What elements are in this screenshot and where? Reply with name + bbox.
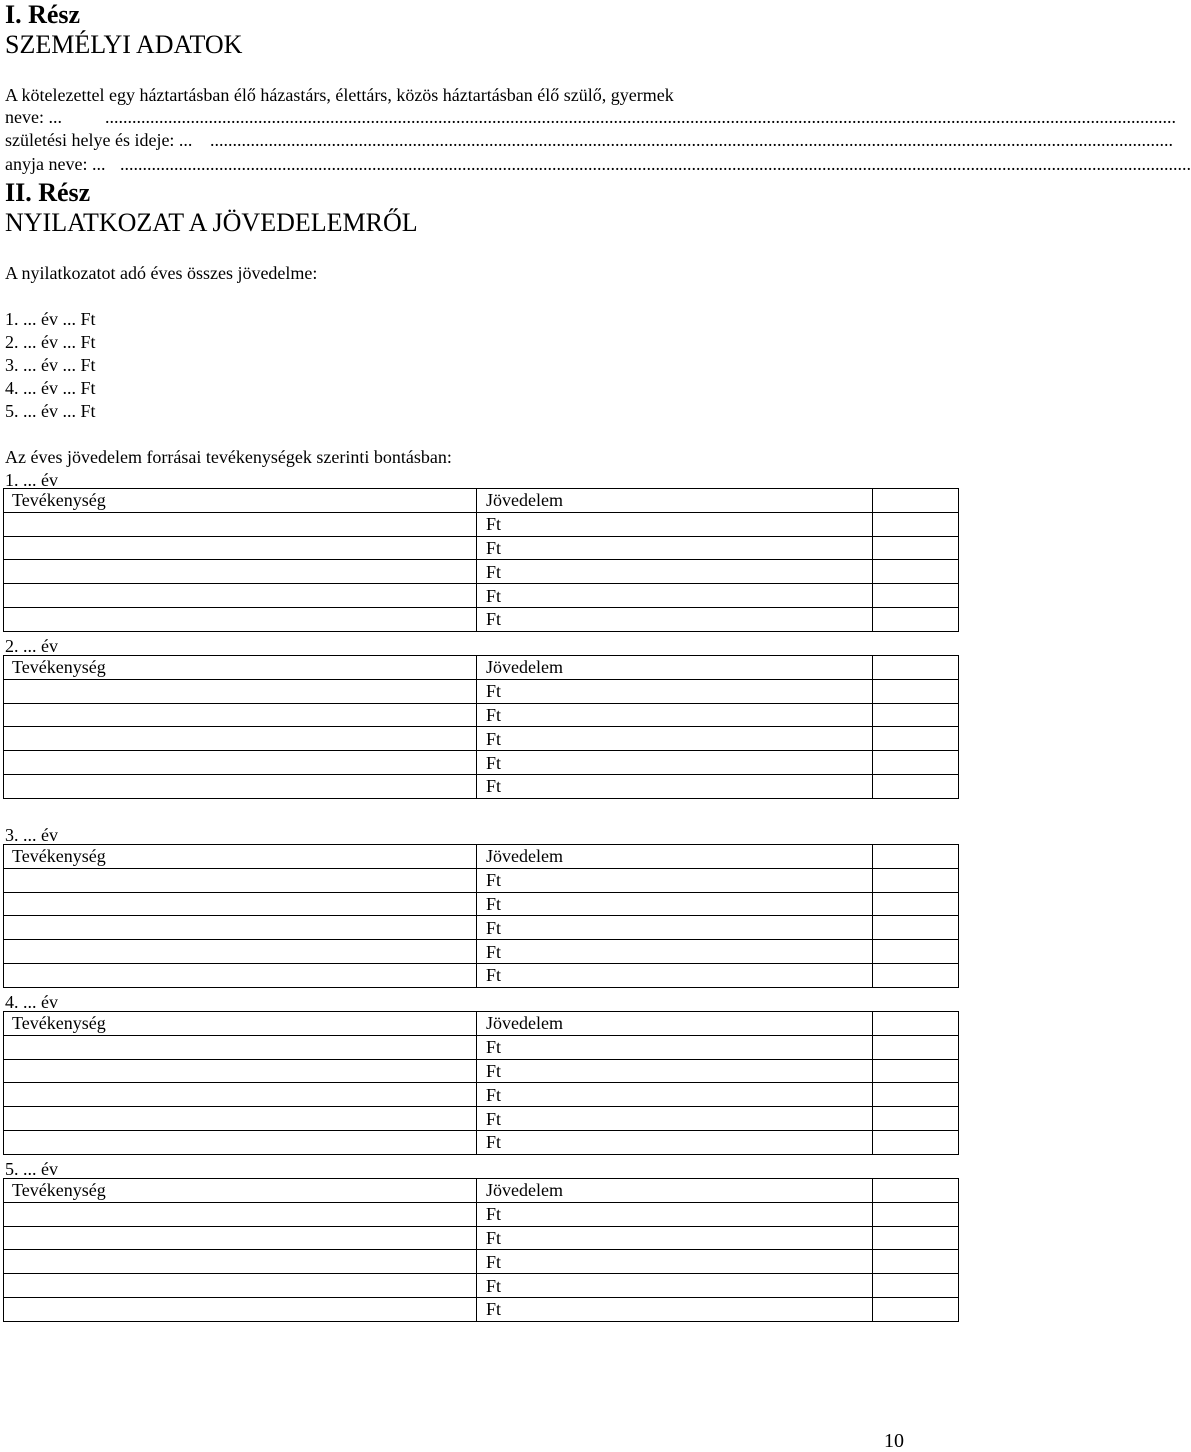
activity-cell[interactable] bbox=[4, 774, 477, 798]
income-cell[interactable]: Ft bbox=[477, 1083, 873, 1107]
activity-cell[interactable] bbox=[4, 703, 477, 727]
year-label: 3. ... év bbox=[5, 825, 58, 845]
empty-cell bbox=[873, 607, 959, 631]
empty-cell bbox=[873, 1274, 959, 1298]
empty-cell bbox=[873, 1179, 959, 1203]
table-row bbox=[4, 774, 959, 798]
activity-cell[interactable] bbox=[4, 1083, 477, 1107]
part2-heading: II. Rész bbox=[5, 178, 91, 207]
income-header: Jövedelem bbox=[477, 1012, 873, 1036]
year-label: 2. ... év bbox=[5, 636, 58, 656]
activity-cell[interactable] bbox=[4, 868, 477, 892]
page-number: 10 bbox=[884, 1430, 904, 1452]
income-cell[interactable]: Ft bbox=[477, 916, 873, 940]
empty-cell bbox=[873, 916, 959, 940]
income-line: 2. ... év ... Ft bbox=[5, 332, 96, 352]
activity-header: Tevékenység bbox=[4, 489, 477, 513]
activity-cell[interactable] bbox=[4, 584, 477, 608]
income-intro: A nyilatkozatot adó éves összes jövedelme: bbox=[5, 263, 318, 283]
activity-cell[interactable] bbox=[4, 1107, 477, 1131]
empty-cell bbox=[873, 868, 959, 892]
empty-cell bbox=[873, 1226, 959, 1250]
activity-cell[interactable] bbox=[4, 1130, 477, 1154]
income-cell[interactable]: Ft bbox=[477, 536, 873, 560]
table-row bbox=[4, 536, 959, 560]
table-header-row bbox=[4, 1179, 959, 1203]
income-cell[interactable]: Ft bbox=[477, 1226, 873, 1250]
activity-cell[interactable] bbox=[4, 1059, 477, 1083]
activity-cell[interactable] bbox=[4, 1226, 477, 1250]
table-row bbox=[4, 727, 959, 751]
table-row bbox=[4, 607, 959, 631]
empty-cell bbox=[873, 1059, 959, 1083]
income-line: 4. ... év ... Ft bbox=[5, 378, 96, 398]
income-cell[interactable]: Ft bbox=[477, 1202, 873, 1226]
activity-header: Tevékenység bbox=[4, 1012, 477, 1036]
activity-header: Tevékenység bbox=[4, 656, 477, 680]
table-row bbox=[4, 916, 959, 940]
empty-cell bbox=[873, 751, 959, 775]
table-row bbox=[4, 1226, 959, 1250]
year-label: 1. ... év bbox=[5, 470, 58, 490]
empty-cell bbox=[873, 963, 959, 987]
income-cell[interactable]: Ft bbox=[477, 940, 873, 964]
empty-cell bbox=[873, 727, 959, 751]
income-cell[interactable]: Ft bbox=[477, 727, 873, 751]
household-intro: A kötelezettel egy háztartásban élő házastárs, élettárs, közös háztartásban élő szülő, gyermek bbox=[5, 85, 674, 105]
table-row bbox=[4, 963, 959, 987]
empty-cell bbox=[873, 1035, 959, 1059]
income-cell[interactable]: Ft bbox=[477, 1250, 873, 1274]
income-cell[interactable]: Ft bbox=[477, 751, 873, 775]
activity-cell[interactable] bbox=[4, 1202, 477, 1226]
income-cell[interactable]: Ft bbox=[477, 703, 873, 727]
income-cell[interactable]: Ft bbox=[477, 1059, 873, 1083]
income-cell[interactable]: Ft bbox=[477, 892, 873, 916]
income-sources-table bbox=[3, 1011, 959, 1155]
income-sources-table bbox=[3, 844, 959, 988]
empty-cell bbox=[873, 892, 959, 916]
table-row bbox=[4, 703, 959, 727]
income-header: Jövedelem bbox=[477, 1179, 873, 1203]
empty-cell bbox=[873, 1012, 959, 1036]
year-label: 5. ... év bbox=[5, 1159, 58, 1179]
income-header: Jövedelem bbox=[477, 489, 873, 513]
income-cell[interactable]: Ft bbox=[477, 584, 873, 608]
table-row bbox=[4, 584, 959, 608]
activity-cell[interactable] bbox=[4, 1297, 477, 1321]
activity-cell[interactable] bbox=[4, 940, 477, 964]
name-label: neve: ... bbox=[5, 107, 62, 127]
mother-label: anyja neve: ... bbox=[5, 154, 106, 174]
table-row bbox=[4, 1107, 959, 1131]
income-cell[interactable]: Ft bbox=[477, 1035, 873, 1059]
income-cell[interactable]: Ft bbox=[477, 1274, 873, 1298]
income-cell[interactable]: Ft bbox=[477, 868, 873, 892]
activity-cell[interactable] bbox=[4, 727, 477, 751]
empty-cell bbox=[873, 845, 959, 869]
table-header-row bbox=[4, 1012, 959, 1036]
table-row bbox=[4, 751, 959, 775]
income-cell[interactable]: Ft bbox=[477, 774, 873, 798]
empty-cell bbox=[873, 1130, 959, 1154]
income-line: 1. ... év ... Ft bbox=[5, 309, 96, 329]
activity-cell[interactable] bbox=[4, 607, 477, 631]
table-row bbox=[4, 868, 959, 892]
empty-cell bbox=[873, 774, 959, 798]
table-row bbox=[4, 1202, 959, 1226]
empty-cell bbox=[873, 1202, 959, 1226]
income-cell[interactable]: Ft bbox=[477, 607, 873, 631]
table-row bbox=[4, 679, 959, 703]
activity-cell[interactable] bbox=[4, 679, 477, 703]
part1-heading: I. Rész bbox=[5, 0, 81, 29]
activity-cell[interactable] bbox=[4, 1250, 477, 1274]
activity-cell[interactable] bbox=[4, 892, 477, 916]
income-header: Jövedelem bbox=[477, 656, 873, 680]
empty-cell bbox=[873, 536, 959, 560]
table-row bbox=[4, 1083, 959, 1107]
empty-cell bbox=[873, 679, 959, 703]
empty-cell bbox=[873, 1107, 959, 1131]
table-row bbox=[4, 1035, 959, 1059]
birth-fill-line: ...................................................................................................................................................................................................................... bbox=[210, 130, 1173, 150]
table-row bbox=[4, 892, 959, 916]
empty-cell bbox=[873, 1250, 959, 1274]
table-row bbox=[4, 1059, 959, 1083]
empty-cell bbox=[873, 703, 959, 727]
empty-cell bbox=[873, 584, 959, 608]
income-sources-table bbox=[3, 655, 959, 799]
activity-header: Tevékenység bbox=[4, 1179, 477, 1203]
sources-intro: Az éves jövedelem forrásai tevékenységek szerinti bontásban: bbox=[5, 447, 452, 467]
activity-cell[interactable] bbox=[4, 751, 477, 775]
income-cell[interactable]: Ft bbox=[477, 560, 873, 584]
income-cell[interactable]: Ft bbox=[477, 1297, 873, 1321]
table-row bbox=[4, 560, 959, 584]
activity-cell[interactable] bbox=[4, 560, 477, 584]
income-header: Jövedelem bbox=[477, 845, 873, 869]
income-cell[interactable]: Ft bbox=[477, 1107, 873, 1131]
table-row bbox=[4, 1274, 959, 1298]
income-sources-table bbox=[3, 488, 959, 632]
empty-cell bbox=[873, 489, 959, 513]
table-row bbox=[4, 940, 959, 964]
table-row bbox=[4, 512, 959, 536]
activity-header: Tevékenység bbox=[4, 845, 477, 869]
activity-cell[interactable] bbox=[4, 916, 477, 940]
activity-cell[interactable] bbox=[4, 963, 477, 987]
empty-cell bbox=[873, 560, 959, 584]
table-header-row bbox=[4, 489, 959, 513]
income-cell[interactable]: Ft bbox=[477, 512, 873, 536]
income-line: 5. ... év ... Ft bbox=[5, 401, 96, 421]
part1-title: SZEMÉLYI ADATOK bbox=[5, 30, 243, 59]
empty-cell bbox=[873, 512, 959, 536]
income-cell[interactable]: Ft bbox=[477, 679, 873, 703]
activity-cell[interactable] bbox=[4, 536, 477, 560]
table-row bbox=[4, 1250, 959, 1274]
year-label: 4. ... év bbox=[5, 992, 58, 1012]
birth-label: születési helye és ideje: ... bbox=[5, 130, 193, 150]
empty-cell bbox=[873, 1297, 959, 1321]
name-fill-line: .............................................................................................................................................................................................................................................. bbox=[105, 107, 1176, 127]
income-cell[interactable]: Ft bbox=[477, 1130, 873, 1154]
table-header-row bbox=[4, 656, 959, 680]
income-line: 3. ... év ... Ft bbox=[5, 355, 96, 375]
activity-cell[interactable] bbox=[4, 1274, 477, 1298]
part2-title: NYILATKOZAT A JÖVEDELEMRŐL bbox=[5, 208, 418, 237]
table-header-row bbox=[4, 845, 959, 869]
activity-cell[interactable] bbox=[4, 1035, 477, 1059]
empty-cell bbox=[873, 656, 959, 680]
empty-cell bbox=[873, 940, 959, 964]
table-row bbox=[4, 1130, 959, 1154]
empty-cell bbox=[873, 1083, 959, 1107]
income-cell[interactable]: Ft bbox=[477, 963, 873, 987]
activity-cell[interactable] bbox=[4, 512, 477, 536]
income-sources-table bbox=[3, 1178, 959, 1322]
mother-fill-line: .............................................................................................................................................................................................................................................. bbox=[120, 154, 1191, 174]
table-row bbox=[4, 1297, 959, 1321]
